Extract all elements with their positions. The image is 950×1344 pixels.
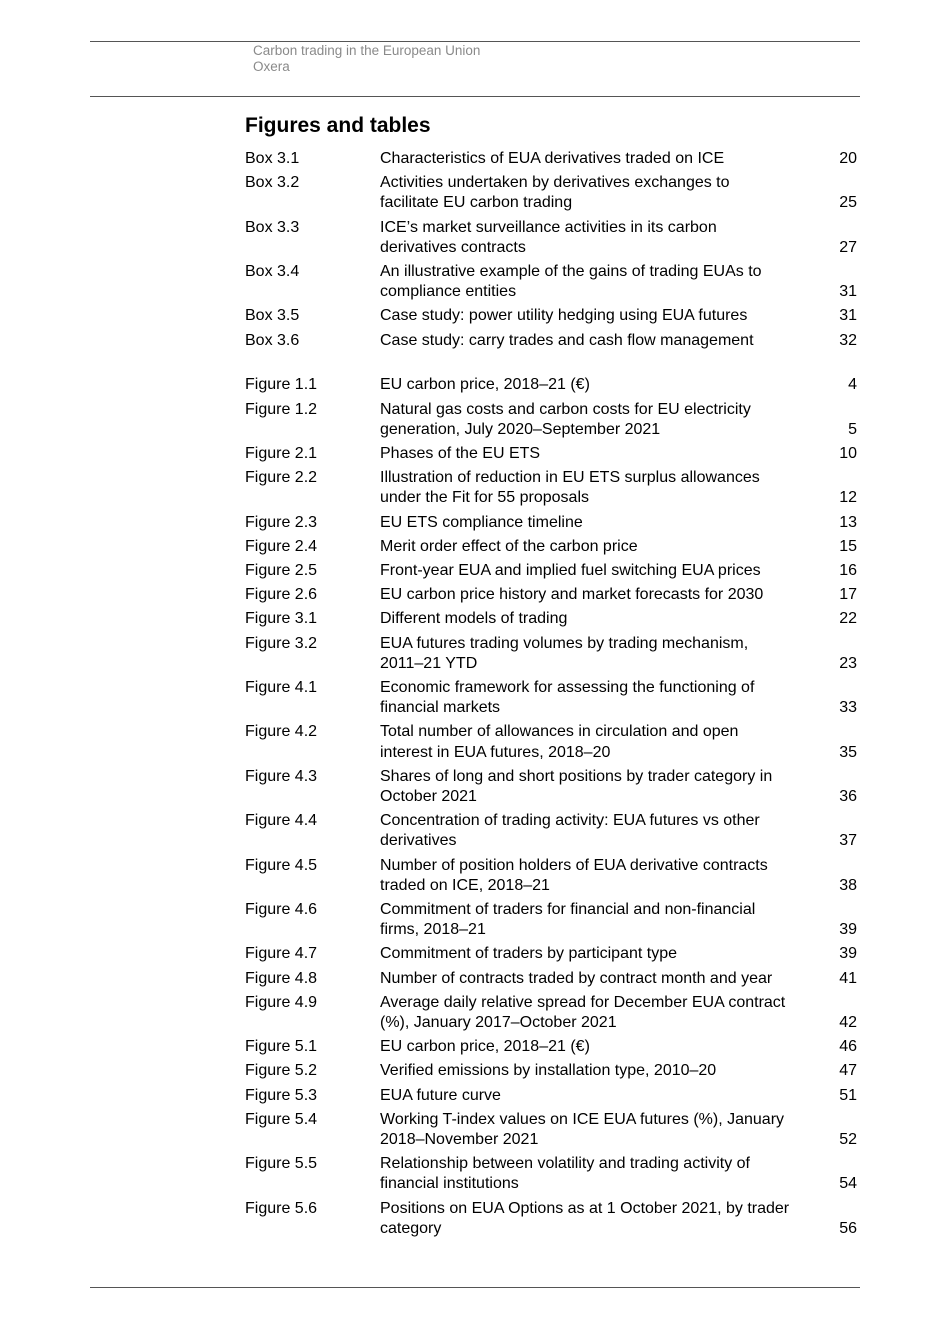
toc-entry-page: 56 [839, 1219, 857, 1237]
toc-entry-page: 25 [839, 194, 857, 212]
toc-entry[interactable] [245, 149, 857, 173]
toc-entry-title-line: Number of contracts traded by contract month and year [380, 969, 773, 987]
toc-entry-title-line: category [380, 1219, 442, 1237]
toc-entry-title-line: Total number of allowances in circulation and open [380, 723, 739, 741]
toc-entry-title-line: (%), January 2017–October 2021 [380, 1014, 617, 1032]
toc-entry-title-line: Case study: power utility hedging using EUA futures [380, 307, 748, 325]
toc-entry-label: Figure 5.6 [245, 1199, 318, 1217]
toc-entry[interactable] [245, 811, 857, 855]
toc-entry-title-line: Verified emissions by installation type, 2010–20 [380, 1062, 717, 1080]
toc-entry-title [380, 900, 835, 940]
toc-entry-page: 10 [839, 444, 857, 462]
toc-entry[interactable] [245, 262, 857, 306]
toc-entry-title-line: financial markets [380, 699, 501, 717]
toc-entry-page: 39 [839, 921, 857, 939]
toc-entry-page: 13 [839, 513, 857, 531]
toc-entry-label: Box 3.3 [245, 218, 300, 236]
toc-entry-page: 31 [839, 307, 857, 325]
toc-entry[interactable] [245, 537, 857, 561]
toc-entry-title-line: Merit order effect of the carbon price [380, 537, 638, 555]
toc-entry-title-line: Different models of trading [380, 610, 568, 628]
toc-entry-page: 39 [839, 945, 857, 963]
toc-entry[interactable] [245, 722, 857, 766]
toc-entry-title [380, 856, 835, 896]
toc-entry-title [380, 218, 835, 258]
toc-entry-page: 51 [839, 1086, 857, 1104]
toc-entry-page: 20 [839, 150, 857, 167]
toc-entry-page: 41 [839, 969, 857, 987]
toc-entry-title [380, 609, 835, 629]
toc-entry-title [380, 400, 835, 440]
toc-entry-title-line: Front-year EUA and implied fuel switching EUA prices [380, 561, 761, 579]
toc-entry-label: Figure 1.1 [245, 376, 318, 394]
toc-entry-title [380, 969, 835, 989]
toc-entry-page: 31 [839, 283, 857, 301]
toc-entry-page: 52 [839, 1131, 857, 1149]
toc-entry[interactable] [245, 218, 857, 262]
toc-entry-page: 12 [839, 489, 857, 507]
toc-entry-title-line: Case study: carry trades and cash flow management [380, 331, 754, 349]
toc-entry-page: 42 [839, 1014, 857, 1032]
boxes-list [245, 149, 857, 355]
page-title: Figures and tables [245, 114, 431, 137]
toc-entry-label: Figure 3.1 [245, 610, 318, 628]
toc-entry[interactable] [245, 767, 857, 811]
toc-entry-title-line: Working T-index values on ICE EUA futures (%), January [380, 1110, 785, 1128]
toc-entry-title-line: Average daily relative spread for December EUA contract [380, 993, 786, 1011]
toc-entry-title [380, 468, 835, 508]
toc-entry-title-line: under the Fit for 55 proposals [380, 489, 590, 507]
toc-entry-page: 22 [839, 610, 857, 628]
toc-entry-title-line: Illustration of reduction in EU ETS surplus allowances [380, 469, 760, 487]
toc-entry[interactable] [245, 1110, 857, 1154]
toc-entry-title-line: Activities undertaken by derivatives exchanges to [380, 174, 730, 192]
toc-entry-title-line: 2011–21 YTD [380, 654, 478, 672]
toc-entry-label: Figure 4.8 [245, 969, 318, 987]
toc-entry[interactable] [245, 1154, 857, 1198]
toc-entry[interactable] [245, 375, 857, 399]
toc-entry-label: Figure 2.5 [245, 561, 318, 579]
toc-entry[interactable] [245, 609, 857, 633]
header-bottom-rule [90, 96, 860, 97]
toc-entry[interactable] [245, 634, 857, 678]
figures-tables-list [245, 149, 857, 1243]
toc-entry-title [380, 1061, 835, 1081]
toc-entry-title [380, 944, 835, 964]
toc-entry-label: Figure 4.7 [245, 945, 318, 963]
toc-entry-label: Figure 5.4 [245, 1110, 318, 1128]
toc-entry-title [380, 173, 835, 213]
toc-entry-page: 4 [848, 376, 857, 394]
toc-entry-label: Figure 4.1 [245, 678, 318, 696]
toc-entry-title-line: October 2021 [380, 787, 477, 805]
toc-entry-page: 33 [839, 699, 857, 717]
toc-entry[interactable] [245, 444, 857, 468]
toc-entry-title [380, 149, 835, 169]
header-document-title: Carbon trading in the European Union [253, 43, 481, 58]
toc-entry-title-line: Commitment of traders by participant type [380, 945, 678, 963]
toc-entry[interactable] [245, 1037, 857, 1061]
toc-entry-title-line: ICE’s market surveillance activities in its carbon [380, 218, 717, 236]
toc-entry-label: Box 3.1 [245, 150, 300, 167]
toc-entry-title [380, 561, 835, 581]
toc-entry[interactable] [245, 969, 857, 993]
toc-entry-label: Figure 5.3 [245, 1086, 318, 1104]
toc-entry-title [380, 678, 835, 718]
toc-entry-title-line: EU carbon price, 2018–21 (€) [380, 376, 590, 394]
toc-entry-title-line: Characteristics of EUA derivatives traded on ICE [380, 150, 725, 167]
toc-entry-title-line: firms, 2018–21 [380, 921, 486, 939]
toc-entry[interactable] [245, 585, 857, 609]
header-publisher: Oxera [253, 59, 290, 74]
toc-entry-title [380, 331, 835, 351]
toc-entry[interactable] [245, 678, 857, 722]
toc-entry-page: 46 [839, 1038, 857, 1056]
toc-entry-label: Figure 4.9 [245, 993, 318, 1011]
toc-entry-page: 38 [839, 876, 857, 894]
toc-entry-page: 23 [839, 654, 857, 672]
footer-rule [90, 1287, 860, 1288]
toc-entry-label: Figure 4.4 [245, 812, 318, 830]
toc-entry-title-line: Commitment of traders for financial and non-financial [380, 901, 756, 918]
toc-entry[interactable] [245, 513, 857, 537]
toc-entry-title-line: traded on ICE, 2018–21 [380, 876, 550, 894]
toc-entry-title [380, 1110, 835, 1150]
toc-entry-title [380, 811, 835, 851]
toc-entry-label: Box 3.5 [245, 307, 300, 325]
toc-entry-title-line: Phases of the EU ETS [380, 444, 541, 462]
toc-entry-title [380, 585, 835, 605]
toc-entry[interactable] [245, 856, 857, 900]
toc-entry[interactable] [245, 561, 857, 585]
toc-entry-label: Box 3.2 [245, 174, 300, 192]
toc-entry-title [380, 1086, 835, 1106]
toc-entry-label: Box 3.6 [245, 331, 300, 349]
toc-entry-title-line: EU ETS compliance timeline [380, 513, 583, 531]
toc-entry-label: Figure 1.2 [245, 400, 318, 418]
toc-entry-title [380, 634, 835, 674]
toc-entry-label: Figure 2.6 [245, 586, 318, 604]
toc-entry-title-line: generation, July 2020–September 2021 [380, 420, 661, 438]
toc-entry[interactable] [245, 400, 857, 444]
toc-entry-title-line: Concentration of trading activity: EUA futures vs other [380, 812, 760, 830]
toc-entry-title-line: 2018–November 2021 [380, 1131, 539, 1149]
toc-entry[interactable] [245, 1086, 857, 1110]
toc-entry-title [380, 306, 835, 326]
toc-entry-label: Figure 2.4 [245, 537, 318, 555]
toc-entry[interactable] [245, 331, 857, 355]
toc-entry-page: 36 [839, 787, 857, 805]
toc-entry[interactable] [245, 173, 857, 217]
toc-entry-label: Figure 4.6 [245, 901, 318, 918]
toc-entry-title-line: Number of position holders of EUA derivative contracts [380, 856, 768, 874]
toc-entry-label: Figure 2.2 [245, 469, 318, 487]
toc-entry-title-line: compliance entities [380, 283, 517, 301]
toc-entry-title-line: Relationship between volatility and trading activity of [380, 1155, 750, 1173]
toc-entry[interactable] [245, 1061, 857, 1085]
toc-entry-title [380, 444, 835, 464]
toc-entry-label: Box 3.4 [245, 263, 300, 281]
toc-entry-page: 54 [839, 1175, 857, 1193]
toc-entry-title-line: derivatives [380, 832, 457, 850]
toc-entry-title [380, 767, 835, 807]
toc-entry[interactable] [245, 944, 857, 968]
toc-entry-title-line: derivatives contracts [380, 238, 526, 256]
toc-entry-title-line: EUA futures trading volumes by trading mechanism, [380, 634, 749, 652]
toc-entry-page: 17 [839, 586, 857, 604]
toc-entry-title-line: EU carbon price, 2018–21 (€) [380, 1038, 590, 1056]
toc-entry-title [380, 1037, 835, 1057]
toc-entry-title-line: Natural gas costs and carbon costs for EU electricity [380, 400, 751, 418]
toc-entry-label: Figure 3.2 [245, 634, 318, 652]
toc-entry-title [380, 262, 835, 302]
toc-entry-title-line: EUA future curve [380, 1086, 501, 1104]
toc-entry[interactable] [245, 1199, 857, 1243]
toc-entry-page: 15 [839, 537, 857, 555]
toc-entry-title-line: facilitate EU carbon trading [380, 194, 573, 212]
toc-entry[interactable] [245, 468, 857, 512]
toc-entry-page: 37 [839, 832, 857, 850]
toc-entry-title-line: EU carbon price history and market forecasts for 2030 [380, 586, 764, 604]
toc-entry-label: Figure 5.1 [245, 1038, 318, 1056]
toc-entry-page: 32 [839, 331, 857, 349]
toc-entry[interactable] [245, 993, 857, 1037]
toc-entry-label: Figure 5.2 [245, 1062, 318, 1080]
toc-entry-page: 35 [839, 743, 857, 761]
toc-entry-title [380, 513, 835, 533]
toc-entry-title-line: financial institutions [380, 1175, 519, 1193]
figures-list [245, 375, 857, 1243]
toc-entry-title-line: Economic framework for assessing the functioning of [380, 678, 755, 696]
toc-entry-title-line: Shares of long and short positions by trader category in [380, 767, 773, 785]
toc-entry-title [380, 537, 835, 557]
toc-entry-page: 5 [848, 420, 857, 438]
toc-entry-page: 47 [839, 1062, 857, 1080]
toc-entry-title [380, 1154, 835, 1194]
toc-entry-title-line: Positions on EUA Options as at 1 October 2021, by trader [380, 1199, 790, 1217]
toc-entry-label: Figure 2.1 [245, 444, 318, 462]
toc-entry-page: 16 [839, 561, 857, 579]
toc-entry-label: Figure 4.3 [245, 767, 318, 785]
toc-entry-title [380, 375, 835, 395]
toc-entry[interactable] [245, 306, 857, 330]
toc-entry-label: Figure 2.3 [245, 513, 318, 531]
toc-entry-title-line: An illustrative example of the gains of trading EUAs to [380, 263, 762, 281]
toc-entry-title-line: interest in EUA futures, 2018–20 [380, 743, 611, 761]
toc-entry-title [380, 722, 835, 762]
toc-entry-title [380, 993, 835, 1033]
header-top-rule [90, 41, 860, 42]
toc-entry-title [380, 1199, 835, 1239]
toc-entry[interactable] [245, 900, 857, 944]
toc-entry-label: Figure 5.5 [245, 1155, 318, 1173]
toc-entry-label: Figure 4.2 [245, 723, 318, 741]
running-header [253, 43, 480, 75]
toc-entry-label: Figure 4.5 [245, 856, 318, 874]
toc-entry-page: 27 [839, 238, 857, 256]
